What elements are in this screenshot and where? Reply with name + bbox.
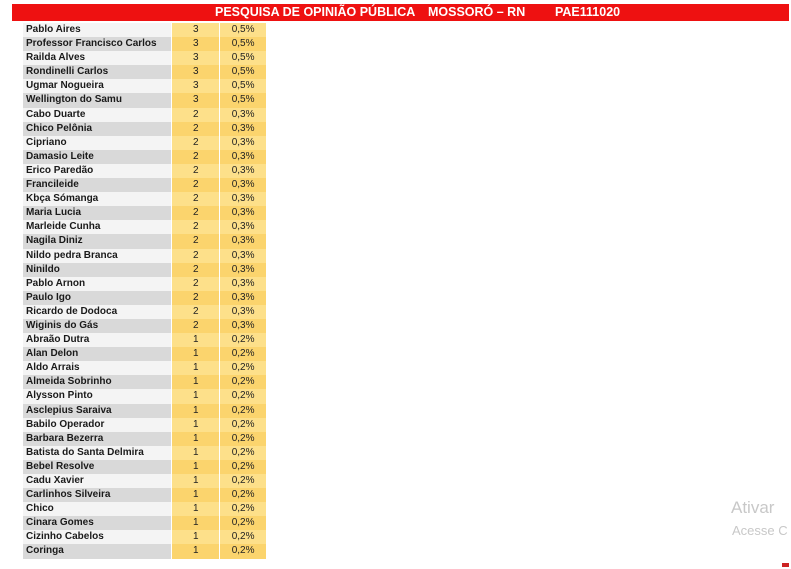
vote-percent-cell: 0,3% <box>219 206 266 220</box>
vote-count-cell: 1 <box>171 404 219 418</box>
vote-count-cell: 1 <box>171 474 219 488</box>
table-row <box>23 375 266 389</box>
candidate-name-cell: Francileide <box>23 178 171 192</box>
candidate-name-cell: Maria Lucia <box>23 206 171 220</box>
candidate-name-cell: Almeida Sobrinho <box>23 375 171 389</box>
vote-count-cell: 2 <box>171 220 219 234</box>
table-row <box>23 291 266 305</box>
candidate-name-cell: Pablo Arnon <box>23 277 171 291</box>
candidate-name-cell: Cabo Duarte <box>23 108 171 122</box>
candidate-name-cell: Nildo pedra Branca <box>23 249 171 263</box>
candidate-name-cell: Chico <box>23 502 171 516</box>
candidate-name-cell: Railda Alves <box>23 51 171 65</box>
vote-percent-cell: 0,5% <box>219 79 266 93</box>
vote-percent-cell: 0,5% <box>219 51 266 65</box>
table-row <box>23 418 266 432</box>
candidate-name-cell: Alysson Pinto <box>23 389 171 403</box>
candidate-name-cell: Alan Delon <box>23 347 171 361</box>
table-row <box>23 178 266 192</box>
table-row <box>23 164 266 178</box>
vote-percent-cell: 0,3% <box>219 122 266 136</box>
table-row <box>23 65 266 79</box>
candidate-name-cell: Kbça Sómanga <box>23 192 171 206</box>
table-row <box>23 23 266 37</box>
candidate-name-cell: Batista do Santa Delmira <box>23 446 171 460</box>
vote-count-cell: 1 <box>171 516 219 530</box>
vote-percent-cell: 0,3% <box>219 220 266 234</box>
table-row <box>23 432 266 446</box>
candidate-name-cell: Cizinho Cabelos <box>23 530 171 544</box>
table-row <box>23 122 266 136</box>
table-row <box>23 361 266 375</box>
report-code: PAE111020 <box>555 5 621 19</box>
vote-percent-cell: 0,2% <box>219 333 266 347</box>
vote-count-cell: 2 <box>171 291 219 305</box>
table-row <box>23 474 266 488</box>
table-row <box>23 93 266 107</box>
candidate-name-cell: Carlinhos Silveira <box>23 488 171 502</box>
table-row <box>23 192 266 206</box>
vote-percent-cell: 0,2% <box>219 488 266 502</box>
table-row <box>23 502 266 516</box>
candidate-name-cell: Cadu Xavier <box>23 474 171 488</box>
candidate-name-cell: Wiginis do Gás <box>23 319 171 333</box>
vote-count-cell: 3 <box>171 65 219 79</box>
vote-percent-cell: 0,2% <box>219 375 266 389</box>
vote-count-cell: 2 <box>171 192 219 206</box>
table-row <box>23 51 266 65</box>
vote-percent-cell: 0,2% <box>219 347 266 361</box>
table-row <box>23 220 266 234</box>
vote-percent-cell: 0,3% <box>219 150 266 164</box>
vote-percent-cell: 0,2% <box>219 418 266 432</box>
table-row <box>23 206 266 220</box>
table-row <box>23 249 266 263</box>
candidate-name-cell: Aldo Arrais <box>23 361 171 375</box>
table-row <box>23 319 266 333</box>
vote-percent-cell: 0,2% <box>219 404 266 418</box>
vote-percent-cell: 0,3% <box>219 305 266 319</box>
candidate-name-cell: Cipriano <box>23 136 171 150</box>
table-row <box>23 460 266 474</box>
table-row <box>23 530 266 544</box>
vote-count-cell: 1 <box>171 389 219 403</box>
vote-percent-cell: 0,2% <box>219 361 266 375</box>
vote-count-cell: 2 <box>171 164 219 178</box>
activation-watermark-subtitle: Acesse C <box>732 523 788 538</box>
vote-count-cell: 2 <box>171 150 219 164</box>
candidate-name-cell: Cinara Gomes <box>23 516 171 530</box>
candidate-name-cell: Wellington do Samu <box>23 93 171 107</box>
candidate-name-cell: Babilo Operador <box>23 418 171 432</box>
vote-count-cell: 1 <box>171 446 219 460</box>
table-row <box>23 150 266 164</box>
results-table <box>23 23 266 559</box>
vote-percent-cell: 0,2% <box>219 516 266 530</box>
vote-percent-cell: 0,2% <box>219 502 266 516</box>
table-row <box>23 79 266 93</box>
vote-count-cell: 2 <box>171 249 219 263</box>
vote-percent-cell: 0,3% <box>219 136 266 150</box>
vote-count-cell: 1 <box>171 375 219 389</box>
table-row <box>23 544 266 558</box>
vote-percent-cell: 0,5% <box>219 65 266 79</box>
vote-count-cell: 1 <box>171 361 219 375</box>
table-row <box>23 516 266 530</box>
vote-count-cell: 1 <box>171 502 219 516</box>
vote-count-cell: 1 <box>171 530 219 544</box>
vote-count-cell: 2 <box>171 277 219 291</box>
vote-count-cell: 1 <box>171 432 219 446</box>
candidate-name-cell: Rondinelli Carlos <box>23 65 171 79</box>
candidate-name-cell: Professor Francisco Carlos <box>23 37 171 51</box>
vote-count-cell: 2 <box>171 263 219 277</box>
vote-count-cell: 2 <box>171 319 219 333</box>
table-row <box>23 488 266 502</box>
candidate-name-cell: Ricardo de Dodoca <box>23 305 171 319</box>
candidate-name-cell: Nagila Diniz <box>23 234 171 248</box>
vote-percent-cell: 0,3% <box>219 319 266 333</box>
vote-percent-cell: 0,3% <box>219 108 266 122</box>
candidate-name-cell: Asclepius Saraiva <box>23 404 171 418</box>
vote-count-cell: 1 <box>171 333 219 347</box>
vote-percent-cell: 0,3% <box>219 192 266 206</box>
vote-count-cell: 2 <box>171 136 219 150</box>
vote-percent-cell: 0,2% <box>219 544 266 558</box>
vote-count-cell: 3 <box>171 93 219 107</box>
candidate-name-cell: Abraão Dutra <box>23 333 171 347</box>
vote-percent-cell: 0,3% <box>219 277 266 291</box>
vote-percent-cell: 0,5% <box>219 37 266 51</box>
vote-count-cell: 2 <box>171 178 219 192</box>
candidate-name-cell: Bebel Resolve <box>23 460 171 474</box>
candidate-name-cell: Erico Paredão <box>23 164 171 178</box>
vote-count-cell: 2 <box>171 305 219 319</box>
vote-count-cell: 2 <box>171 108 219 122</box>
vote-percent-cell: 0,5% <box>219 93 266 107</box>
table-row <box>23 136 266 150</box>
activation-watermark-title: Ativar <box>731 498 775 517</box>
table-row <box>23 333 266 347</box>
vote-percent-cell: 0,3% <box>219 234 266 248</box>
vote-percent-cell: 0,2% <box>219 389 266 403</box>
table-row <box>23 37 266 51</box>
report-header-bar <box>12 4 789 21</box>
report-title: PESQUISA DE OPINIÃO PÚBLICA <box>215 5 416 19</box>
table-row <box>23 347 266 361</box>
candidate-name-cell: Pablo Aires <box>23 23 171 37</box>
candidate-name-cell: Marleide Cunha <box>23 220 171 234</box>
vote-percent-cell: 0,2% <box>219 446 266 460</box>
vote-count-cell: 2 <box>171 206 219 220</box>
table-row <box>23 389 266 403</box>
candidate-name-cell: Paulo Igo <box>23 291 171 305</box>
vote-percent-cell: 0,3% <box>219 249 266 263</box>
vote-percent-cell: 0,2% <box>219 460 266 474</box>
vote-count-cell: 1 <box>171 418 219 432</box>
vote-count-cell: 1 <box>171 544 219 558</box>
table-row <box>23 446 266 460</box>
vote-count-cell: 2 <box>171 122 219 136</box>
vote-count-cell: 1 <box>171 488 219 502</box>
candidate-name-cell: Chico Pelônia <box>23 122 171 136</box>
vote-percent-cell: 0,2% <box>219 432 266 446</box>
vote-count-cell: 3 <box>171 23 219 37</box>
vote-count-cell: 3 <box>171 37 219 51</box>
table-row <box>23 277 266 291</box>
vote-percent-cell: 0,2% <box>219 530 266 544</box>
vote-percent-cell: 0,3% <box>219 164 266 178</box>
candidate-name-cell: Coringa <box>23 544 171 558</box>
vote-percent-cell: 0,3% <box>219 178 266 192</box>
vote-count-cell: 1 <box>171 460 219 474</box>
vote-percent-cell: 0,3% <box>219 263 266 277</box>
candidate-name-cell: Barbara Bezerra <box>23 432 171 446</box>
candidate-name-cell: Damasio Leite <box>23 150 171 164</box>
vote-count-cell: 3 <box>171 51 219 65</box>
table-row <box>23 263 266 277</box>
table-row <box>23 305 266 319</box>
vote-count-cell: 3 <box>171 79 219 93</box>
vote-count-cell: 2 <box>171 234 219 248</box>
table-row <box>23 234 266 248</box>
candidate-name-cell: Ninildo <box>23 263 171 277</box>
table-row <box>23 404 266 418</box>
vote-count-cell: 1 <box>171 347 219 361</box>
vote-percent-cell: 0,2% <box>219 474 266 488</box>
page-corner-mark <box>782 563 789 567</box>
vote-percent-cell: 0,3% <box>219 291 266 305</box>
candidate-name-cell: Ugmar Nogueira <box>23 79 171 93</box>
report-city: MOSSORÓ – RN <box>428 5 526 19</box>
table-row <box>23 108 266 122</box>
vote-percent-cell: 0,5% <box>219 23 266 37</box>
